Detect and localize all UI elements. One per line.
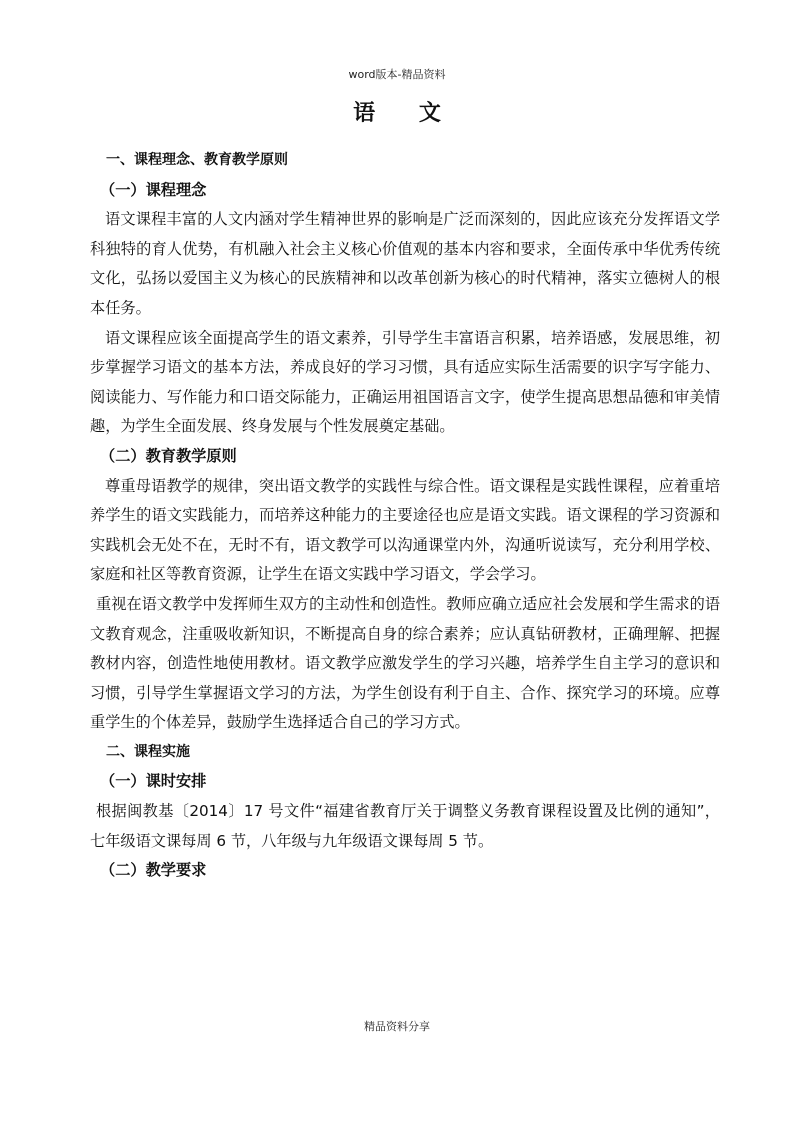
- subsection-heading-curriculum-concept: （一）课程理念: [100, 180, 207, 199]
- document-body: [90, 146, 720, 886]
- section-heading-1: 一、课程理念、教育教学原则: [106, 152, 288, 168]
- paragraph-curriculum-concept-2: 语文课程应该全面提高学生的语文素养，引导学生丰富语言积累，培养语感，发展思维，初步掌握学习语文的基本方法，养成良好的学习习惯，具有适应实际生活需要的识字写字能力、阅读能力、写作能力和口语交际能力，正确运用祖国语言文字，使学生提高思想品德和审美情趣，为学生全面发展、终身发展与个性发展奠定基础。: [90, 328, 720, 436]
- paragraph-schedule: 根据闽教基〔2014〕17 号文件“福建省教育厅关于调整义务教育课程设置及比例的通知”，七年级语文课每周 6 节，八年级与九年级语文课每周 5 节。: [90, 802, 720, 850]
- header-note: word版本-精品资料: [348, 68, 446, 81]
- paragraph-teaching-principles-2: 重视在语文教学中发挥师生双方的主动性和创造性。教师应确立适应社会发展和学生需求的语文教育观念，注重吸收新知识，不断提高自身的综合素养；应认真钻研教材，正确理解、把握教材内容，创造性地使用教材。语文教学应激发学生的学习兴趣，培养学生自主学习的意识和习惯，引导学生掌握语文学习的方法，为学生创设有利于自主、合作、探究学习的环境。应尊重学生的个体差异，鼓励学生选择适合自己的学习方式。: [90, 594, 720, 732]
- footer-note: 精品资料分享: [364, 1020, 430, 1033]
- subsection-heading-teaching-principles: （二）教育教学原则: [100, 446, 237, 465]
- paragraph-curriculum-concept-1: 语文课程丰富的人文内涵对学生精神世界的影响是广泛而深刻的，因此应该充分发挥语文学科独特的育人优势，有机融入社会主义核心价值观的基本内容和要求，全面传承中华优秀传统文化，弘扬以爱国主义为核心的民族精神和以改革创新为核心的时代精神，落实立德树人的根本任务。: [90, 210, 720, 317]
- document-title: 语 文: [353, 101, 459, 126]
- subsection-heading-schedule: （一）课时安排: [100, 772, 207, 791]
- section-heading-2: 二、课程实施: [106, 743, 190, 760]
- subsection-heading-teaching-requirements: （二）教学要求: [100, 861, 207, 880]
- paragraph-teaching-principles-1: 尊重母语教学的规律，突出语文教学的实践性与综合性。语文课程是实践性课程，应着重培养学生的语文实践能力，而培养这种能力的主要途径也应是语文实践。语文课程的学习资源和实践机会无处不在，无时不有，语文教学可以沟通课堂内外，沟通听说读写，充分利用学校、家庭和社区等教育资源，让学生在语文实践中学习语文，学会学习。: [90, 476, 720, 584]
